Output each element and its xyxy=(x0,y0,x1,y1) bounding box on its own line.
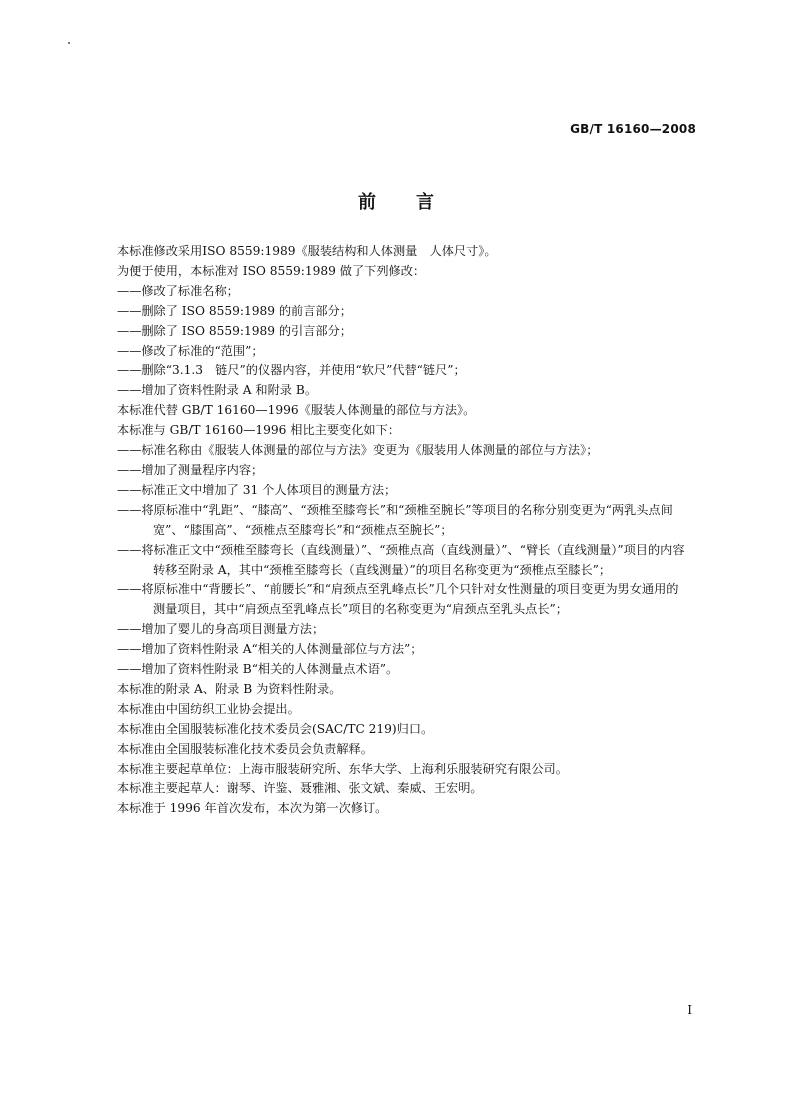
standard-number: GB/T 16160—2008 xyxy=(570,122,696,136)
paragraph-line: 本标准由全国服装标准化技术委员会负责解释。 xyxy=(117,741,373,756)
paragraph-line: 本标准主要起草单位：上海市服装研究所、东华大学、上海利乐服装研究有限公司。 xyxy=(117,761,568,776)
list-item: ——增加了测量程序内容； xyxy=(117,462,264,477)
list-item: ——删除了 ISO 8559:1989 的前言部分； xyxy=(117,303,352,318)
list-item: ——增加了资料性附录 A“相关的人体测量部位与方法”； xyxy=(117,642,423,657)
list-item: ——将原标准中“乳距”、“膝高”、“颈椎至膝弯长”和“颈椎至腕长”等项目的名称分别变更为“两乳头点间宽”、“膝围高”、“颈椎点至膝弯长”和“颈椎点至腕长”； xyxy=(117,502,673,537)
list-item: ——删除了 ISO 8559:1989 的引言部分； xyxy=(117,323,352,338)
list-item: ——增加了资料性附录 A 和附录 B。 xyxy=(117,383,318,398)
list-item: ——将原标准中“背腰长”、“前腰长”和“肩颈点至乳峰点长”几个只针对女性测量的项目变更为男女通用的测量项目，其中“肩颈点至乳峰点长”项目的名称变更为“肩颈点至乳头点长”； xyxy=(117,582,679,617)
paragraph-line: 本标准由全国服装标准化技术委员会(SAC/TC 219)归口。 xyxy=(117,721,434,736)
list-item: ——增加了婴儿的身高项目测量方法； xyxy=(117,622,325,637)
page-title: 前言 xyxy=(358,192,474,213)
foreword-body xyxy=(117,242,687,819)
paragraph-line: 本标准由中国纺织工业协会提出。 xyxy=(117,701,300,716)
paragraph-line: 本标准修改采用ISO 8559:1989《服装结构和人体测量 人体尺寸》。 xyxy=(117,244,497,258)
paragraph-line: 本标准于 1996 年首次发布，本次为第一次修订。 xyxy=(117,801,388,816)
list-item: ——将标准正文中“颈椎至膝弯长（直线测量）”、“颈椎点高（直线测量）”、“臂长（直线测量）”项目的内容转移至附录 A，其中“颈椎至膝弯长（直线测量）”的项目名称变更为“颈椎点至膝长”； xyxy=(117,542,685,577)
list-item: ——增加了资料性附录 B“相关的人体测量点术语”。 xyxy=(117,662,399,677)
paragraph-line: 本标准代替 GB/T 16160—1996《服装人体测量的部位与方法》。 xyxy=(117,403,476,418)
scan-speck xyxy=(68,42,70,44)
list-item: ——标准正文中增加了 31 个人体项目的测量方法； xyxy=(117,482,397,497)
list-item: ——修改了标准的“范围”； xyxy=(117,343,264,358)
list-item: ——修改了标准名称； xyxy=(117,283,239,298)
paragraph-line: 为便于使用，本标准对 ISO 8559:1989 做了下列修改： xyxy=(117,263,426,278)
paragraph-line: 本标准的附录 A、附录 B 为资料性附录。 xyxy=(117,681,342,696)
paragraph-line: 本标准主要起草人：谢琴、许鉴、聂雅湘、张文斌、秦威、王宏明。 xyxy=(117,781,483,796)
list-item: ——标准名称由《服装人体测量的部位与方法》变更为《服装用人体测量的部位与方法》； xyxy=(117,443,599,458)
page-number: I xyxy=(687,1003,692,1017)
paragraph-line: 本标准与 GB/T 16160—1996 相比主要变化如下： xyxy=(117,423,400,438)
list-item: ——删除“3.1.3 链尺”的仪器内容，并使用“软尺”代替“链尺”； xyxy=(117,363,466,378)
